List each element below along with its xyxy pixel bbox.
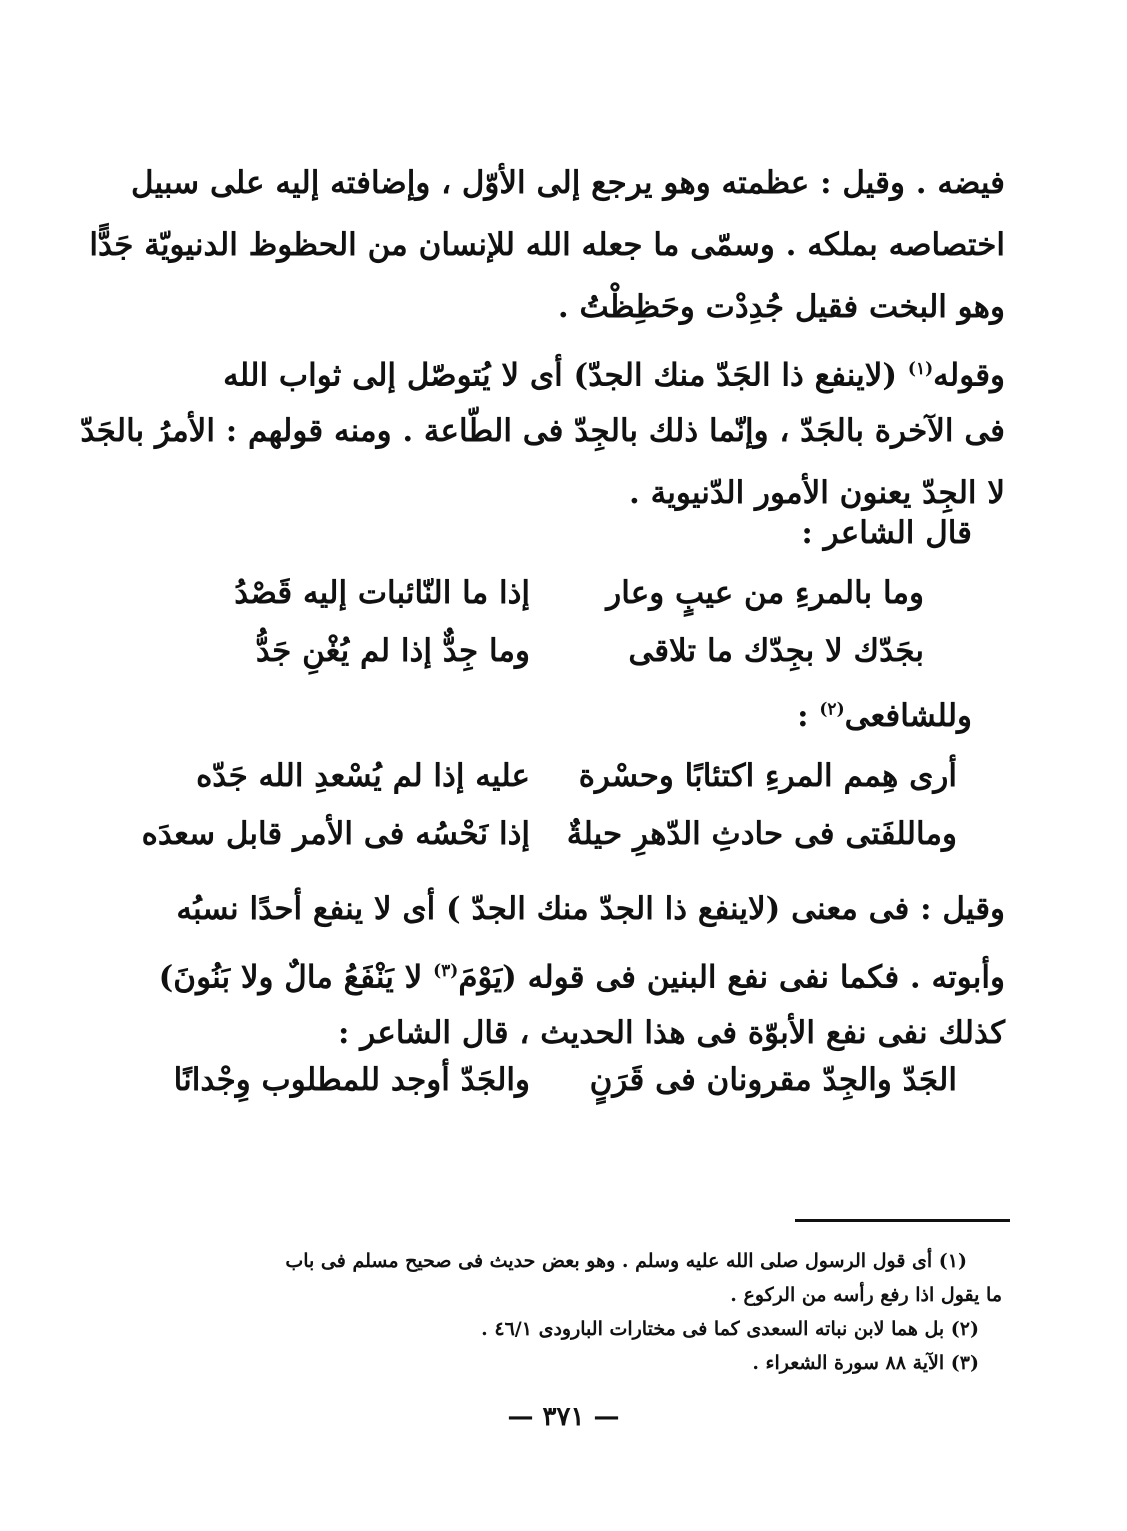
text-line: فى الآخرة بالجَدّ ، وإنّما ذلك بالجِدّ فى الطّاعة . ومنه قولهم : الأمرُ بالجَدّ (80, 413, 1005, 449)
paragraph-2 (80, 338, 1005, 524)
inline-text: (لاينفع ذا الجَدّ منك الجدّ) أى لا يُتوصّل إلى ثواب الله (223, 357, 898, 394)
text-line: لا الجِدّ يعنون الأمور الدّنيوية . (629, 475, 1005, 511)
verse-hemistich-right: وما بالمرءِ من عيبٍ وعار (606, 575, 924, 611)
text-line: اختصاصه بملكه . وسمّى ما جعله الله للإنسان من الحظوظ الدنيويّة جَدًّا (89, 227, 1005, 263)
footnote-ref[interactable]: (٣) (433, 961, 459, 981)
verse-hemistich-right: وماللفَتى فى حادثِ الدّهرِ حيلةٌ (566, 816, 957, 852)
footnote-2: (٢) بل هما لابن نباته السعدى كما فى مختارات البارودى ٤٦/١ . (481, 1318, 979, 1340)
text-line (155, 338, 1005, 400)
paragraph-3 (155, 878, 1005, 1064)
verse-hemistich-left: إذا ما النّائبات إليه قَصْدُ (234, 575, 530, 611)
inline-text: : (797, 698, 809, 734)
text-line: فيضه . وقيل : عظمته وهو يرجع إلى الأوّل ، وإضافته إليه على سبيل (130, 165, 1005, 201)
footnote-ref[interactable]: (٢) (819, 699, 845, 720)
text-line (155, 940, 1005, 1002)
verse-hemistich-right: الجَدّ والجِدّ مقرونان فى قَرَنٍ (589, 1062, 957, 1098)
footnote-1: (١) أى قول الرسول صلى الله عليه وسلم . وهو بعض حديث فى صحيح مسلم فى باب (285, 1250, 967, 1272)
verse-hemistich-right: بجَدّك لا بجِدّك ما تلاقى (628, 633, 924, 669)
footnote-1-cont: ما يقول اذا رفع رأسه من الركوع . (730, 1284, 1002, 1306)
verse-line (0, 633, 1127, 673)
verse-hemistich-left: والجَدّ أوجد للمطلوب وِجْدانًا (173, 1062, 530, 1098)
verse-hemistich-left: عليه إذا لم يُسْعدِ الله جَدّه (196, 758, 530, 794)
inline-text: وأبوته . فكما نفى نفع البنين فى قوله (يَوْمَ (458, 959, 1005, 996)
verse-hemistich-left: وما جِدٌّ إذا لم يُغْنِ جَدُّ (255, 633, 530, 669)
inline-text: وللشافعى (844, 698, 972, 734)
footnote-ref[interactable]: (١) (907, 359, 934, 379)
verse-line (0, 816, 1127, 856)
poet-intro: قال الشاعر : (801, 515, 972, 551)
inline-text: وقوله (933, 357, 1005, 394)
text-line: وقيل : فى معنى (لاينفع ذا الجدّ منك الجدّ ) أى لا ينفع أحدًا نسبُه (176, 891, 1005, 927)
text-line: كذلك نفى نفع الأبوّة فى هذا الحديث ، قال الشاعر : (338, 1015, 1005, 1051)
verse-hemistich-right: أرى هِمم المرءِ اكتئابًا وحسْرة (578, 758, 957, 794)
page-number: — ٣٧١ — (507, 1402, 620, 1432)
footnote-3: (٣) الآية ٨٨ سورة الشعراء . (752, 1352, 979, 1374)
paragraph-1 (89, 152, 1005, 338)
text-line: وهو البخت فقيل جُدِدْت وحَظِظْتُ . (557, 289, 1005, 325)
shafii-intro (797, 698, 972, 734)
verse-hemistich-left: إذا نَحْسُه فى الأمر قابل سعدَه (141, 816, 530, 852)
inline-text: لا يَنْفَعُ مالٌ ولا بَنُونَ) (158, 959, 423, 996)
footnote-separator (795, 1219, 1010, 1222)
verse-line (0, 1062, 1127, 1102)
verse-line (0, 758, 1127, 798)
verse-line (0, 575, 1127, 615)
